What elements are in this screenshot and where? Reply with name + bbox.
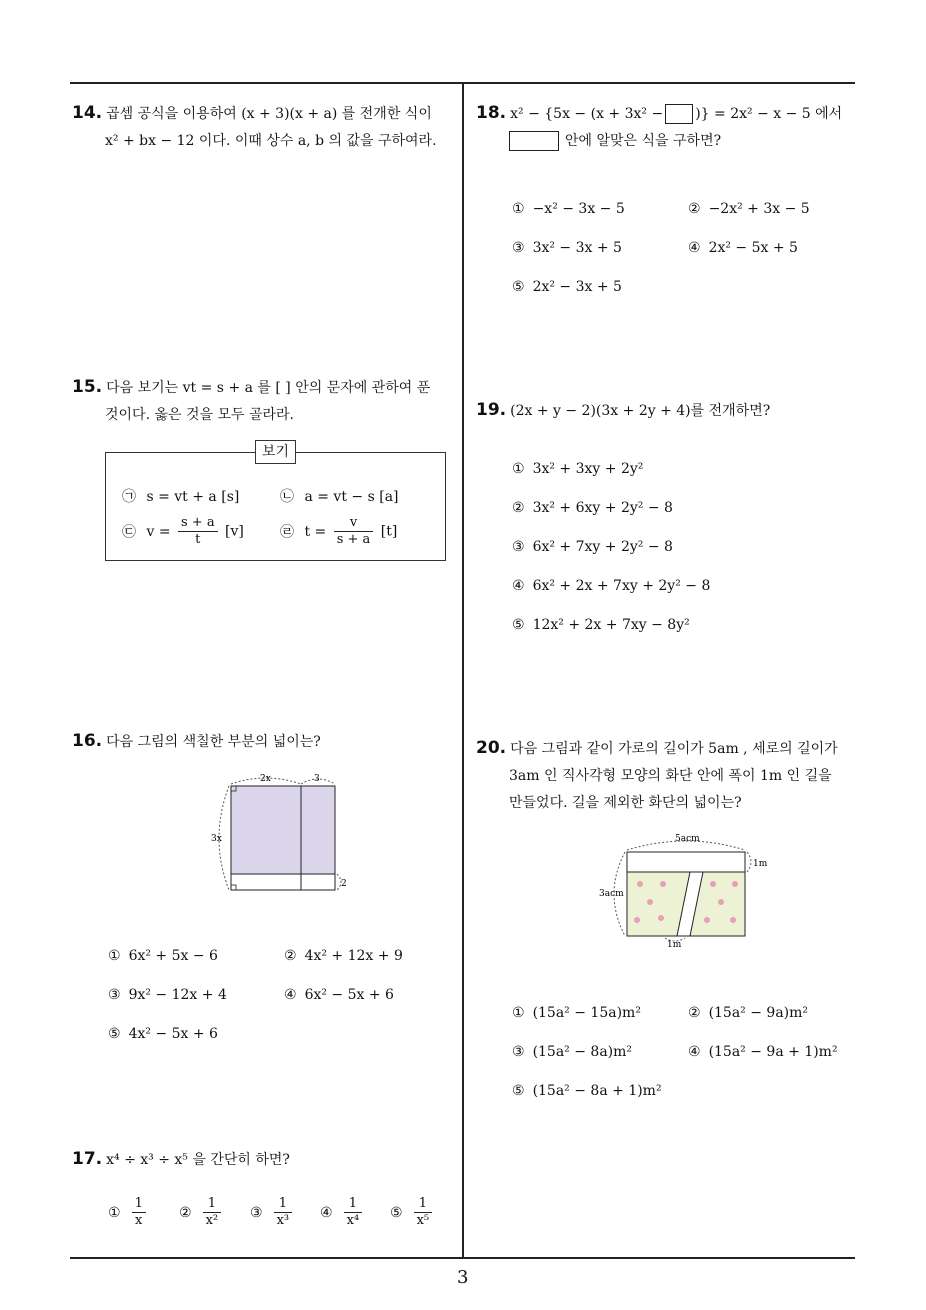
label-5acm: 5acm [675, 834, 700, 844]
fraction-numerator: 1 [203, 1196, 222, 1213]
fraction [203, 1196, 222, 1229]
flower-icon [710, 881, 716, 887]
answer-blank-inline [665, 104, 693, 124]
option-mark: ④ [284, 987, 297, 1003]
bogi-title: 보기 [255, 440, 296, 464]
q20-options [512, 1005, 852, 1105]
page-number: 3 [457, 1267, 469, 1288]
question-17 [72, 1146, 457, 1174]
option-mark: ⑤ [390, 1204, 403, 1221]
shaded-region [231, 786, 335, 874]
fraction-denominator: x⁵ [416, 1213, 430, 1228]
option-text: 2x² − 5x + 5 [708, 240, 798, 256]
option-5[interactable] [108, 1026, 218, 1042]
flower-icon [732, 881, 738, 887]
answer-blank [509, 131, 559, 151]
option-2[interactable] [688, 201, 810, 217]
label-2: 2 [341, 879, 347, 889]
question-number: 19. [476, 400, 507, 420]
bogi-item-d [280, 515, 397, 548]
option-3[interactable] [512, 240, 622, 256]
option-text: 3x² − 3x + 5 [532, 240, 622, 256]
fraction-denominator: x² [205, 1213, 219, 1228]
bottom-strip [231, 874, 335, 890]
option-4[interactable] [688, 1044, 838, 1060]
item-text: s = vt + a [s] [146, 489, 240, 505]
option-text: 3x² + 3xy + 2y² [532, 461, 644, 477]
question-15 [72, 374, 457, 429]
fraction [344, 1196, 363, 1229]
option-3[interactable] [512, 539, 673, 555]
option-5[interactable] [512, 279, 622, 295]
option-mark: ① [512, 1005, 525, 1021]
question-20 [476, 735, 861, 817]
option-5[interactable] [512, 617, 690, 633]
option-text: −x² − 3x − 5 [532, 201, 625, 217]
option-1[interactable] [512, 461, 643, 477]
option-2[interactable] [284, 948, 403, 964]
question-text-line1: 다음 그림과 같이 가로의 길이가 5am , 세로의 길이가 [510, 741, 838, 757]
option-text: 2x² − 3x + 5 [532, 279, 622, 295]
question-number: 15. [72, 377, 103, 397]
option-mark: ③ [512, 539, 525, 555]
option-mark: ② [284, 948, 297, 964]
option-1[interactable] [108, 1196, 149, 1229]
option-mark: ⑤ [512, 617, 525, 633]
option-text: (15a² − 9a)m² [708, 1005, 809, 1021]
option-3[interactable] [108, 987, 227, 1003]
q17-options [108, 1196, 448, 1236]
q19-options [512, 461, 852, 641]
option-mark: ⑤ [512, 1083, 525, 1099]
item-text: a = vt − s [a] [304, 489, 399, 505]
option-5[interactable] [390, 1196, 435, 1229]
bottom-rule [70, 1257, 855, 1259]
q16-figure [205, 768, 355, 898]
fraction-numerator: v [334, 515, 374, 532]
option-2[interactable] [688, 1005, 808, 1021]
question-number: 16. [72, 731, 103, 751]
option-text: 6x² + 2x + 7xy + 2y² − 8 [532, 578, 711, 594]
question-19 [476, 397, 861, 425]
question-text: (2x + y − 2)(3x + 2y + 4)를 전개하면? [510, 403, 771, 419]
option-mark: ① [108, 1204, 121, 1221]
question-text-line2 [476, 128, 861, 155]
fraction-denominator: x⁴ [346, 1213, 360, 1228]
question-number: 20. [476, 738, 507, 758]
option-text: 6x² + 7xy + 2y² − 8 [532, 539, 673, 555]
question-number: 14. [72, 103, 103, 123]
option-mark: ① [512, 461, 525, 477]
bogi-item-c [122, 515, 244, 548]
option-text: (15a² − 8a)m² [532, 1044, 633, 1060]
fraction-numerator: 1 [414, 1196, 433, 1213]
option-1[interactable] [512, 1005, 641, 1021]
fraction-numerator: s + a [178, 515, 218, 532]
question-16 [72, 728, 457, 756]
label-3: 3 [314, 774, 320, 784]
label-1m-right: 1m [753, 859, 768, 869]
item-mark: ㉠ [122, 489, 136, 505]
question-number: 18. [476, 103, 507, 123]
flower-icon [660, 881, 666, 887]
question-18 [476, 100, 861, 155]
option-mark: ③ [108, 987, 121, 1003]
option-text: 12x² + 2x + 7xy − 8y² [532, 617, 690, 633]
flower-icon [647, 899, 653, 905]
item-pre: t = [304, 523, 327, 540]
question-text: 다음 그림의 색칠한 부분의 넓이는? [106, 734, 321, 750]
fraction-numerator: 1 [344, 1196, 363, 1213]
option-mark: ① [512, 201, 525, 217]
option-mark: ③ [512, 1044, 525, 1060]
option-3[interactable] [250, 1196, 295, 1229]
option-mark: ② [688, 201, 701, 217]
question-text-line1a: x² − {5x − (x + 3x² − [510, 106, 664, 122]
option-1[interactable] [108, 948, 218, 964]
brace-right [747, 852, 751, 872]
fraction-denominator: t [195, 532, 201, 547]
item-mark: ㉡ [280, 489, 294, 505]
option-text: (15a² − 9a + 1)m² [708, 1044, 838, 1060]
fraction-denominator: x [135, 1213, 143, 1228]
question-text-line2-label: 안에 알맞은 식을 구하면? [565, 133, 722, 149]
option-mark: ③ [512, 240, 525, 256]
option-4[interactable] [512, 578, 710, 594]
option-mark: ④ [512, 578, 525, 594]
question-text-line2: 3am 인 직사각형 모양의 화단 안에 폭이 1m 인 길을 [509, 768, 832, 784]
option-mark: ③ [250, 1204, 263, 1221]
option-text: 6x² + 5x − 6 [128, 948, 218, 964]
label-1m-bottom: 1m [667, 940, 682, 950]
option-mark: ② [688, 1005, 701, 1021]
option-text: 4x² − 5x + 6 [128, 1026, 218, 1042]
option-mark: ① [108, 948, 121, 964]
option-mark: ④ [320, 1204, 333, 1221]
label-3x: 3x [211, 834, 222, 844]
bogi-item-a [122, 486, 239, 506]
item-mark: ㉣ [280, 524, 294, 541]
option-text: −2x² + 3x − 5 [708, 201, 810, 217]
option-2[interactable] [512, 500, 673, 516]
question-number: 17. [72, 1149, 103, 1169]
question-text-line1b: )} = 2x² − x − 5 에서 [695, 106, 843, 122]
question-text-line3: 만들었다. 길을 제외한 화단의 넓이는? [509, 795, 742, 811]
option-text: 4x² + 12x + 9 [304, 948, 403, 964]
question-text-line1: 곱셈 공식을 이용하여 (x + 3)(x + a) 를 전개한 식이 [106, 106, 432, 122]
option-text: (15a² − 8a + 1)m² [532, 1083, 662, 1099]
item-post: [v] [225, 523, 244, 540]
question-text-line1: 다음 보기는 vt = s + a 를 [ ] 안의 문자에 관하여 푼 [106, 380, 431, 396]
option-5[interactable] [512, 1083, 662, 1099]
fraction [132, 1196, 146, 1229]
fraction [274, 1196, 293, 1229]
flower-icon [658, 915, 664, 921]
option-mark: ② [512, 500, 525, 516]
option-4[interactable] [320, 1196, 365, 1229]
q16-options [108, 948, 448, 1048]
q18-options [512, 201, 852, 301]
fraction-denominator: x³ [276, 1213, 290, 1228]
flower-icon [730, 917, 736, 923]
item-post: [t] [380, 523, 398, 540]
column-divider [462, 82, 464, 1258]
flower-icon [718, 899, 724, 905]
fraction [334, 515, 374, 548]
question-14 [72, 100, 457, 155]
label-3acm: 3acm [599, 889, 624, 899]
option-mark: ⑤ [108, 1026, 121, 1042]
option-text: 9x² − 12x + 4 [128, 987, 227, 1003]
question-text-line2: x² + bx − 12 이다. 이때 상수 a, b 의 값을 구하여라. [105, 133, 437, 149]
fraction-numerator: 1 [132, 1196, 146, 1213]
option-mark: ④ [688, 1044, 701, 1060]
q20-figure [595, 828, 775, 950]
option-4[interactable] [284, 987, 394, 1003]
fraction [414, 1196, 433, 1229]
option-text: 6x² − 5x + 6 [304, 987, 394, 1003]
option-mark: ④ [688, 240, 701, 256]
question-text-line2: 것이다. 옳은 것을 모두 골라라. [105, 407, 294, 423]
flower-icon [634, 917, 640, 923]
item-pre: v = [146, 523, 171, 540]
question-text: x⁴ ÷ x³ ÷ x⁵ 을 간단히 하면? [106, 1152, 290, 1168]
option-1[interactable] [512, 201, 625, 217]
option-text: 3x² + 6xy + 2y² − 8 [532, 500, 673, 516]
option-mark: ⑤ [512, 279, 525, 295]
flower-icon [637, 881, 643, 887]
fraction [178, 515, 218, 548]
fraction-denominator: s + a [336, 532, 371, 547]
option-2[interactable] [179, 1196, 224, 1229]
option-3[interactable] [512, 1044, 632, 1060]
option-mark: ② [179, 1204, 192, 1221]
option-4[interactable] [688, 240, 798, 256]
item-mark: ㉢ [122, 524, 136, 541]
flower-icon [704, 917, 710, 923]
fraction-numerator: 1 [274, 1196, 293, 1213]
bogi-item-b [280, 486, 399, 506]
label-2x: 2x [260, 774, 271, 784]
option-text: (15a² − 15a)m² [532, 1005, 641, 1021]
